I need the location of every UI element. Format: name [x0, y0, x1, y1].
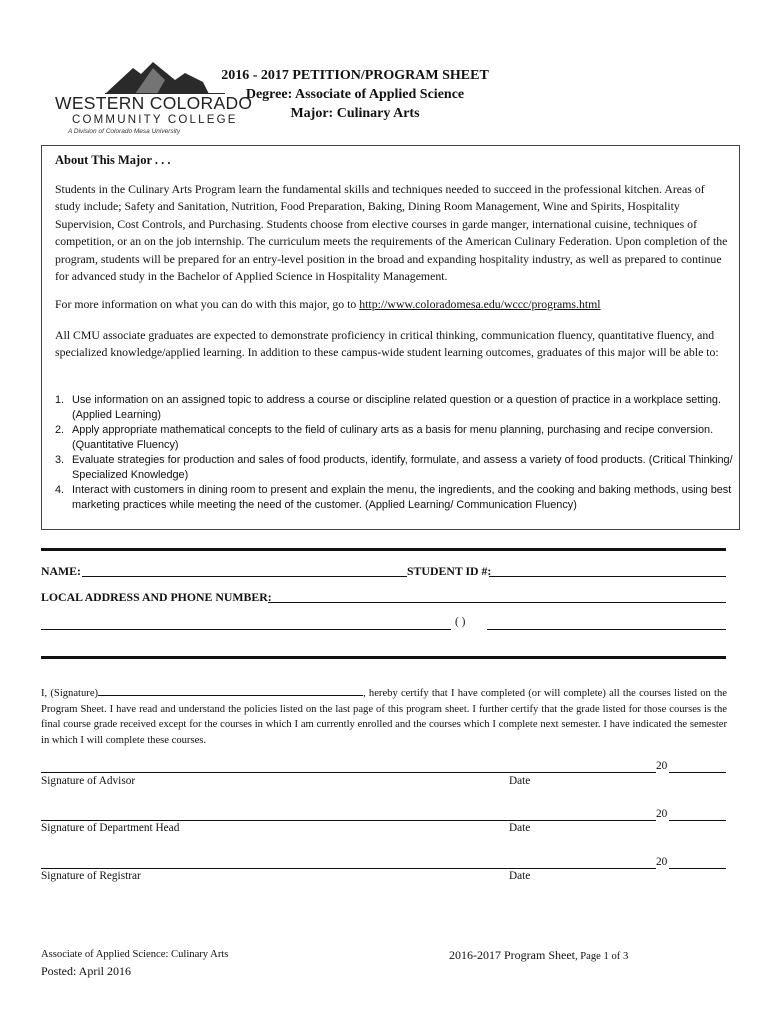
outcomes-list: [55, 393, 735, 513]
list-item: [55, 393, 735, 423]
certification-statement: [41, 685, 727, 748]
college-logo: [55, 60, 253, 140]
outcome-text: Apply appropriate mathematical concepts to the field of culinary arts as a basis for menu planning, purchasing and recipe conversion. (Quantitative Fluency): [72, 424, 714, 451]
date-label: Date: [509, 870, 531, 882]
advisor-year-field[interactable]: [669, 772, 726, 773]
logo-name: WESTERN COLORADO: [55, 93, 253, 113]
address-label: LOCAL ADDRESS AND PHONE NUMBER:: [41, 590, 272, 604]
outcome-number: 3.: [55, 454, 65, 466]
list-item: [55, 453, 735, 483]
logo-sub: COMMUNITY COLLEGE: [72, 114, 238, 126]
registrar-signature-line[interactable]: [41, 868, 656, 869]
footer-page-number: , Page 1 of 3: [574, 951, 629, 962]
advisor-signature-line[interactable]: [41, 772, 656, 773]
programs-link[interactable]: http://www.coloradomesa.edu/wccc/programs.html: [359, 297, 601, 311]
address-field[interactable]: [268, 602, 726, 603]
outcome-number: 1.: [55, 394, 65, 406]
about-paragraph-2: [55, 296, 730, 313]
student-signature-field[interactable]: [98, 685, 363, 696]
footer-degree: Associate of Applied Science: Culinary Arts: [41, 949, 229, 960]
footer-page-info: [449, 948, 628, 963]
outcome-text: Evaluate strategies for production and sales of food products, identify, formulate, and assess a variety of food products. (Critical Thinking/ Specialized Knowledge): [72, 454, 733, 481]
title-line-1: 2016 - 2017 PETITION/PROGRAM SHEET: [221, 68, 489, 83]
about-heading: About This Major . . .: [55, 153, 171, 167]
section-divider: [41, 548, 726, 551]
year-prefix: 20: [656, 760, 668, 772]
registrar-year-field[interactable]: [669, 868, 726, 869]
section-divider-2: [41, 656, 726, 659]
phone-paren: ( ): [455, 616, 466, 628]
about-paragraph-1: Students in the Culinary Arts Program learn the fundamental skills and techniques needed to succeed in the professional kitchen. Areas of study include; Safety and Sanitation, Nutrition, Food Preparation, Baking, Dining Room Management, Wine and Spirits, Hospitality Supervision, Cost Controls, and Purchasing. Students choose from elective courses in garde manger, international cuisine, techniques of competition, or an on the job internship. The curriculum meets the requirements of the American Culinary Federation. Upon completion of the program, students will be prepared for an entry-level position in the broad and expanding hospitality industry, as well as prepared to continue for advanced study in the Bachelor of Applied Science in Hospitality Management.: [55, 182, 728, 284]
footer-posted: Posted: April 2016: [41, 964, 132, 978]
outcome-number: 4.: [55, 484, 65, 496]
logo-division: A Division of Colorado Mesa University: [68, 128, 181, 135]
name-field[interactable]: [82, 576, 407, 577]
cert-prefix: I, (Signature): [41, 688, 99, 699]
phone-field[interactable]: [487, 629, 726, 630]
outcome-text: Use information on an assigned topic to address a course or discipline related question or a question of practice in a workplace setting. (Applied Learning): [72, 394, 721, 421]
footer-program-sheet: 2016-2017 Program Sheet: [449, 948, 575, 962]
list-item: [55, 423, 735, 453]
address-field-2[interactable]: [41, 629, 451, 630]
signature-label: Signature of Department Head: [41, 822, 180, 834]
date-label: Date: [509, 775, 531, 787]
about-paragraph-3: All CMU associate graduates are expected to demonstrate proficiency in critical thinking, communication fluency, quantitative fluency, and specialized knowledge/applied learning. In addition to these campus-wide student learning outcomes, graduates of this major will be able to:: [55, 328, 719, 360]
name-label: NAME:: [41, 564, 81, 578]
signature-label: Signature of Registrar: [41, 870, 141, 882]
department-head-year-field[interactable]: [669, 820, 726, 821]
title-line-3: Major: Culinary Arts: [290, 106, 420, 121]
title-line-2: Degree: Associate of Applied Science: [245, 87, 465, 102]
signature-label: Signature of Advisor: [41, 775, 136, 787]
outcome-text: Interact with customers in dining room to present and explain the menu, the ingredients, and the cooking and baking methods, using best marketing practices while meeting the need of the customer. (Applied Learning/ Communication Fluency): [72, 484, 732, 511]
list-item: [55, 483, 735, 513]
page-title: [205, 66, 505, 123]
department-head-signature-line[interactable]: [41, 820, 656, 821]
outcome-number: 2.: [55, 424, 65, 436]
year-prefix: 20: [656, 856, 668, 868]
about-more-info: For more information on what you can do with this major, go to: [55, 297, 360, 311]
cert-text: , hereby certify that I have completed (or will complete) all the courses listed on the Program Sheet. I have read and understand the policies listed on the last page of this program sheet. I further certify that the grade listed for those courses is the final course grade received except for the courses in which I am currently enrolled and the courses which I complete next semester. I have indicated the semester in which I will complete these courses.: [41, 688, 727, 746]
year-prefix: 20: [656, 808, 668, 820]
date-label: Date: [509, 822, 531, 834]
about-major-box: [41, 145, 740, 530]
student-id-label: STUDENT ID #:: [407, 564, 492, 578]
student-id-field[interactable]: [489, 576, 726, 577]
